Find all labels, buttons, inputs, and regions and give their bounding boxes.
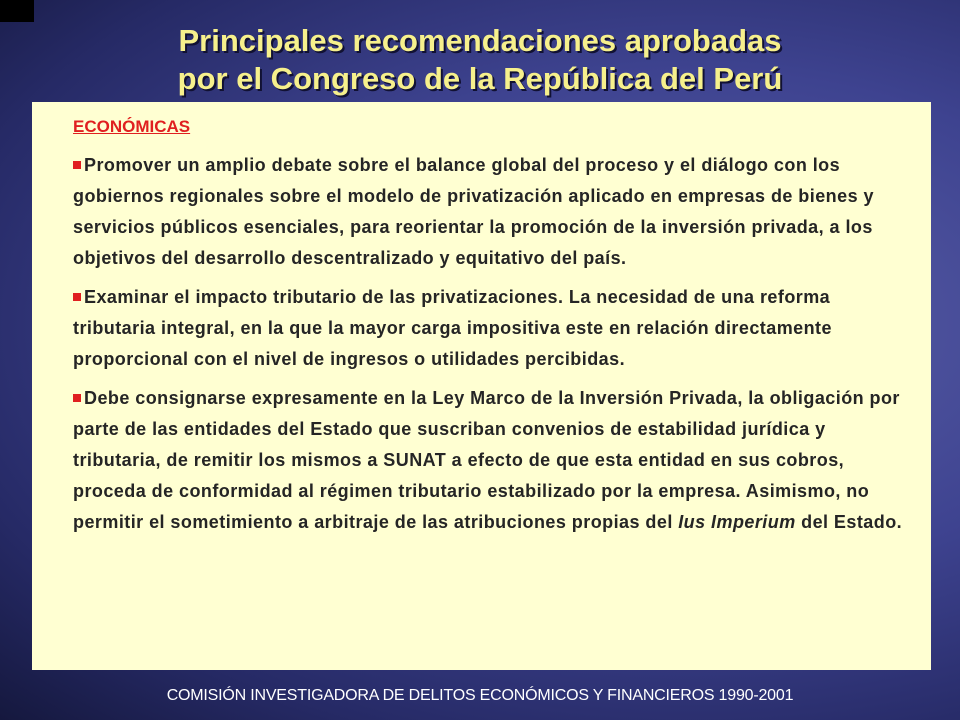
- square-bullet-icon: [73, 161, 81, 169]
- recommendation-2-text: Examinar el impacto tributario de las privatizaciones. La necesidad de una reforma tributaria integral, en la que la mayor carga impositiva este en relación directamente proporcional con el nivel de ingresos o utilidades percibidas.: [73, 287, 832, 369]
- recommendation-3-text: Debe consignarse expresamente en la Ley Marco de la Inversión Privada, la obligación por parte de las entidades del Estado que suscriban convenios de estabilidad jurídica y tributaria, de remitir los mismos a SUNAT a efecto de que esta entidad en sus cobros, proceda de conformidad al régimen tributario estabilizado por la empresa. Asimismo, no permitir el sometimiento a arbitraje de las atribuciones propias del: [73, 388, 900, 532]
- square-bullet-icon: [73, 394, 81, 402]
- recommendation-3-text-end: del Estado.: [795, 512, 903, 532]
- recommendation-2: [73, 282, 917, 375]
- corner-mark: [0, 0, 34, 22]
- slide-title-line-2: por el Congreso de la República del Perú: [177, 61, 783, 96]
- recommendation-3-italic-term: Ius Imperium: [678, 512, 796, 532]
- section-heading: ECONÓMICAS: [73, 117, 191, 136]
- recommendation-1: [73, 150, 917, 274]
- content-panel: [32, 102, 931, 670]
- recommendation-1-text: Promover un amplio debate sobre el balance global del proceso y el diálogo con los gobiernos regionales sobre el modelo de privatización aplicado en empresas de bienes y servicios públicos esenciales, para reorientar la promoción de la inversión privada, a los objetivos del desarrollo descentralizado y equitativo del país.: [73, 155, 874, 268]
- footer-commission: COMISIÓN INVESTIGADORA DE DELITOS ECONÓMICOS Y FINANCIEROS 1990-2001: [166, 687, 794, 704]
- slide-title-line-1: Principales recomendaciones aprobadas: [178, 23, 782, 58]
- recommendation-3: [73, 383, 917, 538]
- square-bullet-icon: [73, 293, 81, 301]
- slide-title: [0, 22, 960, 98]
